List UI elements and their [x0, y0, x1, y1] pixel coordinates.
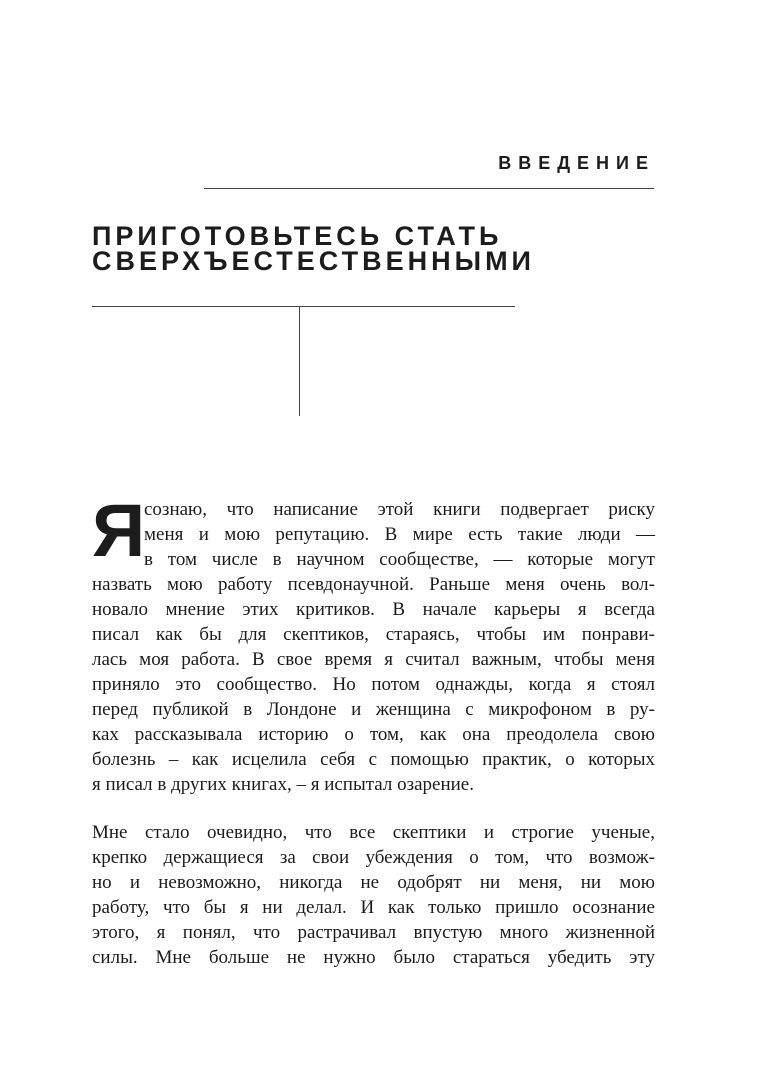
- drop-cap: Я: [92, 489, 146, 572]
- text-line: Мне стало очевидно, что все скептики и строгие ученые,: [92, 822, 655, 843]
- text-line: лась моя работа. В свое время я считал важным, чтобы меня: [92, 649, 655, 670]
- text-line: ках рассказывала историю о том, как она преодолела свою: [92, 724, 655, 745]
- text-line: в том числе в научном сообществе, — которые могут: [144, 549, 655, 570]
- text-line: приняло это сообщество. Но потом однажды, когда я стоял: [92, 674, 655, 695]
- text-line: этого, я понял, что растрачивал впустую много жизненной: [92, 922, 655, 943]
- text-line: крепко держащиеся за свои убеждения о том, что возмож-: [92, 847, 655, 868]
- section-label: ВВЕДЕНИЕ: [498, 153, 655, 173]
- text-line: назвать мою работу псевдонаучной. Раньше меня очень вол-: [92, 574, 655, 595]
- paragraph-2: [92, 820, 655, 970]
- text-line: силы. Мне больше не нужно было стараться убедить эту: [92, 947, 655, 968]
- vertical-divider: [299, 306, 300, 416]
- title-line: ПРИГОТОВЬТЕСЬ СТАТЬ: [92, 221, 503, 251]
- text-line: я писал в других книгах, – я испытал озарение.: [92, 774, 474, 795]
- text-line: работу, что бы я ни делал. И как только пришло осознание: [92, 897, 655, 918]
- text-line: писал как бы для скептиков, стараясь, чтобы им понрави-: [92, 624, 655, 645]
- text-line: новало мнение этих критиков. В начале карьеры я всегда: [92, 599, 655, 620]
- top-divider: [204, 188, 654, 189]
- title-divider: [92, 306, 515, 307]
- title-line: СВЕРХЪЕСТЕСТВЕННЫМИ: [92, 246, 535, 276]
- text-line: болезнь – как исцелила себя с помощью практик, о которых: [92, 749, 655, 770]
- paragraph-1: [92, 489, 655, 797]
- chapter-title: [92, 218, 652, 276]
- text-line: сознаю, что написание этой книги подвергает риску: [144, 499, 655, 520]
- text-line: перед публикой в Лондоне и женщина с микрофоном в ру-: [92, 699, 655, 720]
- text-line: но и невозможно, никогда не одобрят ни меня, ни мою: [92, 872, 655, 893]
- text-line: меня и мою репутацию. В мире есть такие люди —: [144, 524, 655, 545]
